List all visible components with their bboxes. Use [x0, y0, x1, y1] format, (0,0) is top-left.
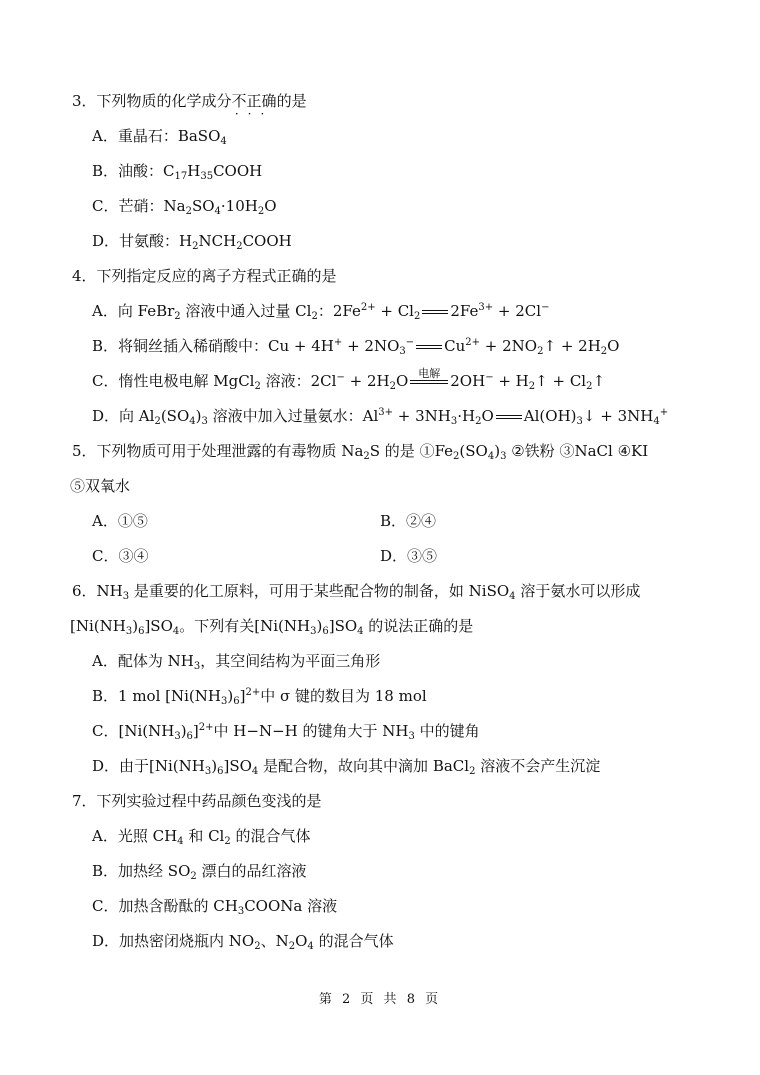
q6-option-a: A．配体为 $NH_3$，其空间结构为平面三角形 [92, 652, 381, 672]
q6-option-d: D．由于$[Ni(NH_3)_6]SO_4$ 是配合物，故向其中滴加 BaCl$_2$ 溶液不会产生沉淀 [92, 757, 601, 777]
q4-option-c: C．惰性电极电解 MgCl$_2$ 溶液：$2Cl^- + 2H_2O$ 电解 $2OH^- + H_2↑$ + $Cl_2↑$ [92, 367, 606, 392]
q3-option-c: C．芒硝：$Na_2SO_4\cdot 10H_2O$ [92, 197, 277, 217]
q7-stem: 7．下列实验过程中药品颜色变浅的是 [72, 792, 322, 810]
q5-stem: 5．下列物质可用于处理泄露的有毒物质 $Na_2S$ 的是 $①Fe_2(SO_4)_3$ ②铁粉 ③NaCl ④KI [72, 442, 649, 462]
q6-option-c: C．$[Ni(NH_3)_6]^{2+}$中 H−N−H 的键角大于 $NH_3$ 中的键角 [92, 722, 480, 742]
q3-option-b: B．油酸：$C_{17}H_{35}COOH$ [92, 162, 263, 182]
q6-stem-continued: $[Ni(NH_3)_6]SO_4$。下列有关$[Ni(NH_3)_6]SO_4$ 的说法正确的是 [70, 617, 474, 637]
q4-option-a: A．向 FeBr$_2$ 溶液中通入过量 $Cl_2$：$2Fe^{2+} + Cl_2$ $2Fe^{3+} + 2Cl^-$ [92, 302, 550, 322]
q5-option-b: B．②④ [380, 512, 437, 530]
equals-sign [422, 310, 448, 314]
q4-option-d: D．向 $Al_2(SO_4)_3$ 溶液中加入过量氨水：$Al^{3+} + 3NH_3\cdot H_2O$ $Al(OH)_3↓ + 3NH_4^+$ [92, 407, 669, 427]
q7-option-a: A．光照 $CH_4$ 和 $Cl_2$ 的混合气体 [92, 827, 311, 847]
electrolysis-condition: 电解 [410, 380, 448, 384]
q6-stem: 6．$NH_3$ 是重要的化工原料，可用于某些配合物的制备，如 NiSO$_4$ 溶于氨水可以形成 [72, 582, 641, 602]
q4-stem: 4．下列指定反应的离子方程式正确的是 [72, 267, 337, 285]
q5-option-c: C．③④ [92, 547, 149, 565]
q3-stem: 3．下列物质的化学成分不正确 ··· 的是 [72, 92, 307, 121]
q5-stem-continued: ⑤双氧水 [70, 477, 131, 495]
q3-emphasis: 不正确 ··· [231, 92, 277, 121]
q3-option-a: A．重晶石：BaSO$_4$ [92, 127, 227, 147]
q3-option-d: D．甘氨酸：$H_2NCH_2COOH$ [92, 232, 292, 252]
equals-sign [496, 415, 522, 419]
q7-option-d: D．加热密闭烧瓶内 $NO_2$、$N_2O_4$ 的混合气体 [92, 932, 394, 952]
q5-option-a: A．①⑤ [92, 512, 148, 530]
page-number: 第 2 页 共 8 页 [318, 992, 442, 1007]
q7-option-b: B．加热经 $SO_2$ 漂白的品红溶液 [92, 862, 307, 882]
q4-option-b: B．将铜丝插入稀硝酸中：$Cu + 4H^+ + 2NO_3^-$ $Cu^{2+}$ + $2NO_2↑ + 2H_2O$ [92, 337, 620, 357]
equals-sign [416, 345, 442, 349]
q6-option-b: B．1 mol $[Ni(NH_3)_6]^{2+}$中 σ 键的数目为 18 mol [92, 687, 427, 707]
q7-option-c: C．加热含酚酞的 $CH_3COONa$ 溶液 [92, 897, 338, 917]
q5-option-d: D．③⑤ [380, 547, 438, 565]
